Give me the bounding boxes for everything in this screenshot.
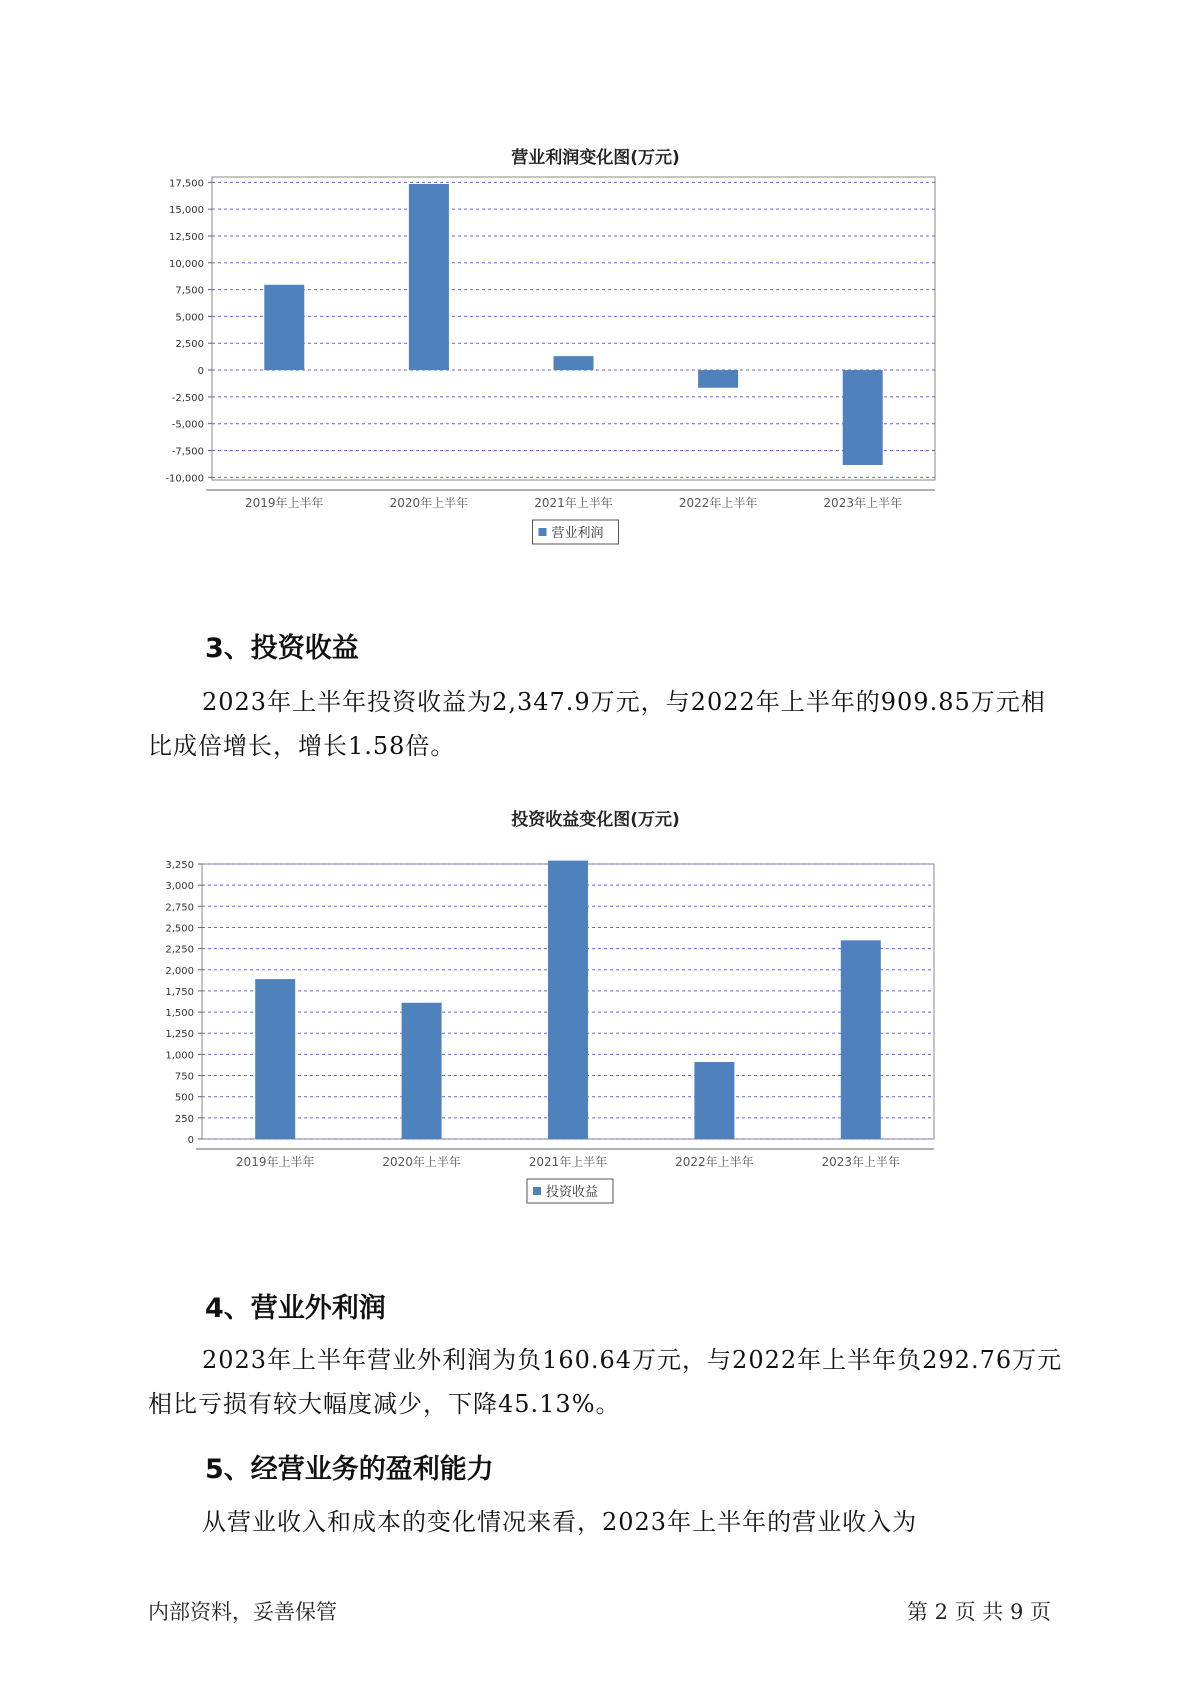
y-tick-label: 2,000 — [165, 965, 194, 977]
bar — [698, 370, 738, 388]
y-tick-label: 2,250 — [165, 944, 194, 956]
footer-page-number: 第 2 页 共 9 页 — [906, 1600, 1051, 1624]
x-tick-label: 2020年上半年 — [389, 496, 469, 510]
section5-text: 从营业收入和成本的变化情况来看，2023年上半年的营业收入为 — [202, 1508, 918, 1536]
section3-text: 2023年上半年投资收益为2,347.9万元，与2022年上半年的909.85万元相比成倍增长，增长1.58倍。 — [148, 688, 1046, 760]
y-tick-label: 15,000 — [169, 205, 204, 217]
legend-swatch — [539, 528, 547, 536]
section4-text: 2023年上半年营业外利润为负160.64万元，与2022年上半年负292.76万元相比亏损有较大幅度减少，下降45.13%。 — [148, 1346, 1063, 1418]
chart1-title: 营业利润变化图(万元) — [511, 148, 680, 168]
bar — [548, 861, 588, 1139]
y-tick-label: 1,250 — [165, 1029, 194, 1041]
x-tick-label: 2023年上半年 — [823, 496, 902, 510]
y-tick-label: -10,000 — [165, 473, 204, 485]
x-tick-label: 2022年上半年 — [675, 1155, 754, 1169]
y-tick-label: 7,500 — [175, 285, 204, 297]
plot-area — [212, 177, 935, 480]
y-tick-label: 2,500 — [175, 339, 204, 351]
y-tick-label: 12,500 — [169, 231, 204, 243]
legend-swatch — [533, 1187, 541, 1195]
x-tick-label: 2019年上半年 — [235, 1155, 315, 1169]
section4-heading: 4、营业外利润 — [205, 1293, 386, 1324]
x-tick-label: 2021年上半年 — [534, 496, 613, 510]
section3-heading: 3、投资收益 — [205, 633, 359, 664]
footer-confidential: 内部资料，妥善保管 — [148, 1600, 337, 1624]
y-tick-label: 17,500 — [169, 178, 204, 190]
x-tick-label: 2023年上半年 — [821, 1155, 901, 1169]
x-tick-label: 2021年上半年 — [528, 1155, 608, 1169]
y-tick-label: 500 — [174, 1092, 194, 1104]
y-tick-label: 0 — [197, 366, 204, 378]
y-tick-label: -2,500 — [171, 392, 204, 404]
y-tick-label: 2,750 — [165, 902, 194, 914]
bar — [554, 356, 594, 370]
y-tick-label: 1,750 — [165, 986, 194, 998]
bar — [264, 285, 304, 370]
bar — [255, 979, 295, 1139]
y-tick-label: 3,000 — [165, 881, 194, 893]
y-tick-label: 3,250 — [165, 860, 194, 871]
y-tick-label: 0 — [187, 1135, 194, 1146]
y-tick-label: -5,000 — [171, 419, 204, 431]
x-tick-label: 2022年上半年 — [678, 496, 758, 510]
section5-heading: 5、经营业务的盈利能力 — [205, 1454, 494, 1485]
y-tick-label: 10,000 — [169, 258, 204, 270]
y-tick-label: 750 — [174, 1071, 194, 1083]
y-tick-label: 250 — [174, 1113, 194, 1125]
y-tick-label: 1,500 — [165, 1008, 194, 1020]
bar — [843, 370, 883, 465]
chart2-title: 投资收益变化图(万元) — [511, 810, 680, 830]
y-tick-label: 2,500 — [165, 923, 194, 935]
legend-label: 营业利润 — [551, 526, 604, 541]
operating-profit-chart — [150, 172, 1030, 592]
y-tick-label: 5,000 — [175, 312, 204, 324]
y-tick-label: 1,000 — [165, 1050, 194, 1062]
bar — [402, 1003, 442, 1139]
x-tick-label: 2019年上半年 — [245, 496, 324, 510]
y-tick-label: -7,500 — [171, 446, 204, 458]
legend-label: 投资收益 — [546, 1185, 599, 1200]
bar — [841, 940, 881, 1139]
bar — [694, 1062, 734, 1139]
x-tick-label: 2020年上半年 — [382, 1155, 461, 1169]
investment-income-chart — [150, 836, 1030, 1256]
bar — [409, 184, 449, 370]
